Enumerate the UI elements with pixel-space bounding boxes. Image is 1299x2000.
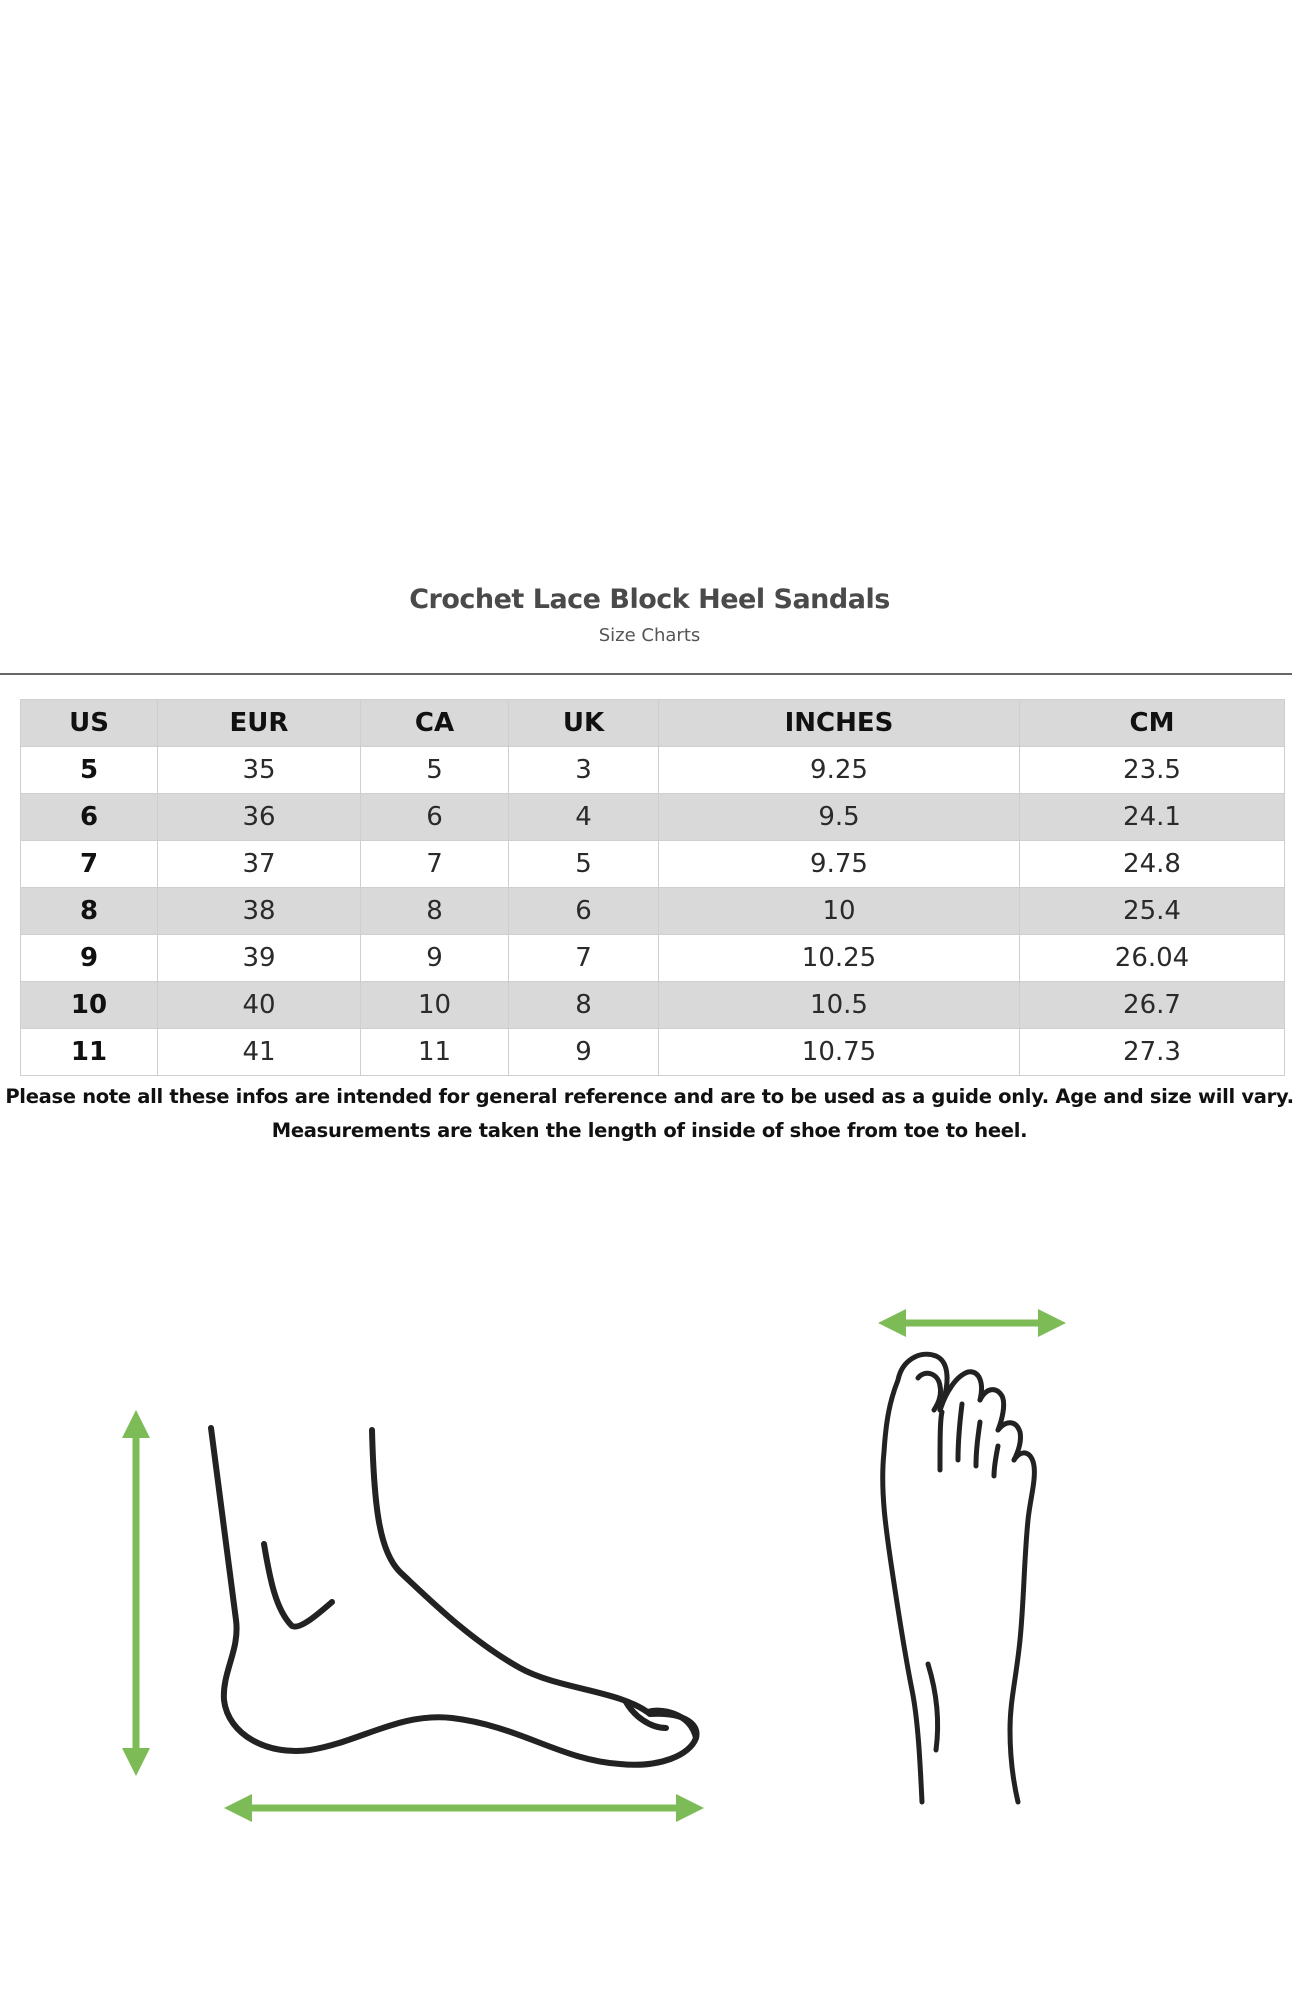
table-row <box>21 841 1285 888</box>
cell-cm: 26.7 <box>1020 982 1285 1029</box>
reference-note <box>0 1080 1299 1148</box>
note-line-1: Please note all these infos are intended for general reference and are to be used as a guide only. Age and size will vary. <box>5 1085 1294 1108</box>
cell-eur: 38 <box>158 888 361 935</box>
column-header-cm: CM <box>1020 700 1285 747</box>
cell-cm: 24.1 <box>1020 794 1285 841</box>
cell-cm: 27.3 <box>1020 1029 1285 1076</box>
cell-uk: 7 <box>509 935 659 982</box>
cell-inches: 9.5 <box>659 794 1020 841</box>
cell-eur: 35 <box>158 747 361 794</box>
cell-us: 5 <box>21 747 158 794</box>
cell-uk: 9 <box>509 1029 659 1076</box>
cell-us: 8 <box>21 888 158 935</box>
cell-us: 7 <box>21 841 158 888</box>
foot-measurement-illustration <box>0 1260 1299 1880</box>
column-header-eur: EUR <box>158 700 361 747</box>
cell-inches: 9.75 <box>659 841 1020 888</box>
table-row <box>21 982 1285 1029</box>
cell-ca: 9 <box>361 935 509 982</box>
cell-ca: 11 <box>361 1029 509 1076</box>
cell-us: 11 <box>21 1029 158 1076</box>
column-header-ca: CA <box>361 700 509 747</box>
cell-eur: 39 <box>158 935 361 982</box>
foot-top-view-icon <box>883 1354 1035 1802</box>
cell-ca: 5 <box>361 747 509 794</box>
cell-eur: 37 <box>158 841 361 888</box>
cell-uk: 5 <box>509 841 659 888</box>
table-row <box>21 747 1285 794</box>
cell-uk: 8 <box>509 982 659 1029</box>
table-header-row <box>21 700 1285 747</box>
table-row <box>21 794 1285 841</box>
cell-cm: 24.8 <box>1020 841 1285 888</box>
page-title: Crochet Lace Block Heel Sandals <box>409 584 890 615</box>
cell-eur: 41 <box>158 1029 361 1076</box>
cell-eur: 36 <box>158 794 361 841</box>
cell-us: 6 <box>21 794 158 841</box>
cell-ca: 8 <box>361 888 509 935</box>
cell-uk: 6 <box>509 888 659 935</box>
column-header-uk: UK <box>509 700 659 747</box>
cell-cm: 23.5 <box>1020 747 1285 794</box>
page-subtitle: Size Charts <box>598 625 701 646</box>
cell-ca: 7 <box>361 841 509 888</box>
cell-inches: 10 <box>659 888 1020 935</box>
cell-ca: 6 <box>361 794 509 841</box>
cell-inches: 10.25 <box>659 935 1020 982</box>
cell-cm: 25.4 <box>1020 888 1285 935</box>
cell-uk: 4 <box>509 794 659 841</box>
cell-inches: 9.25 <box>659 747 1020 794</box>
cell-cm: 26.04 <box>1020 935 1285 982</box>
cell-inches: 10.75 <box>659 1029 1020 1076</box>
cell-us: 9 <box>21 935 158 982</box>
table-row <box>21 1029 1285 1076</box>
size-chart-table <box>20 699 1285 1076</box>
column-header-inches: INCHES <box>659 700 1020 747</box>
note-line-2: Measurements are taken the length of inside of shoe from toe to heel. <box>271 1119 1028 1142</box>
column-header-us: US <box>21 700 158 747</box>
foot-side-view-icon <box>211 1428 697 1765</box>
divider <box>0 673 1292 675</box>
cell-us: 10 <box>21 982 158 1029</box>
cell-inches: 10.5 <box>659 982 1020 1029</box>
cell-ca: 10 <box>361 982 509 1029</box>
table-row <box>21 888 1285 935</box>
table-row <box>21 935 1285 982</box>
cell-eur: 40 <box>158 982 361 1029</box>
chart-header <box>0 584 1299 646</box>
cell-uk: 3 <box>509 747 659 794</box>
